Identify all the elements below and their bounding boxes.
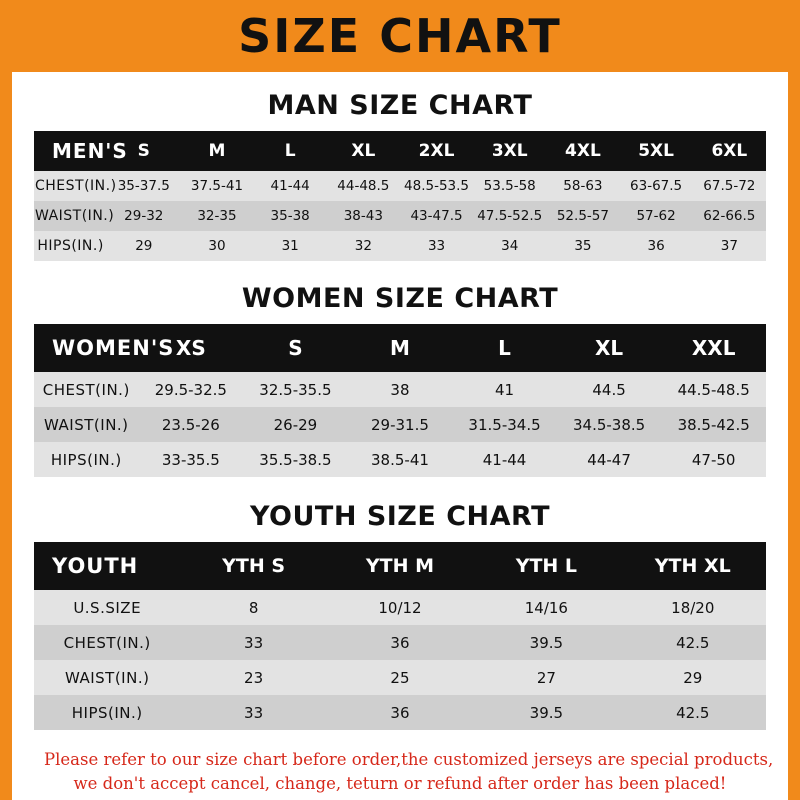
youth-cell: 23 bbox=[244, 668, 264, 687]
women-cell: 38 bbox=[390, 380, 410, 399]
youth-size-section bbox=[34, 501, 766, 730]
youth-row-label: HIPS(IN.) bbox=[71, 703, 143, 722]
men-size-section bbox=[34, 90, 766, 261]
men-col-header: 3XL bbox=[491, 141, 528, 161]
men-col-header: M bbox=[208, 141, 226, 161]
table-row bbox=[34, 372, 766, 407]
men-cell: 32-35 bbox=[197, 208, 237, 224]
youth-cell: 18/20 bbox=[671, 598, 715, 617]
women-col-header: XXL bbox=[691, 336, 736, 360]
youth-cell: 42.5 bbox=[676, 703, 710, 722]
youth-row-label: WAIST(IN.) bbox=[64, 668, 150, 687]
men-size-table bbox=[34, 131, 766, 261]
youth-cell: 36 bbox=[390, 633, 410, 652]
women-cell: 32.5-35.5 bbox=[259, 380, 332, 399]
men-cell: 29-32 bbox=[124, 208, 164, 224]
youth-table-body bbox=[34, 590, 766, 730]
men-col-header: XL bbox=[351, 141, 376, 161]
youth-row-label-header: YOUTH bbox=[52, 554, 139, 578]
men-col-header: S bbox=[137, 141, 150, 161]
women-cell: 33-35.5 bbox=[161, 450, 220, 469]
youth-section-title: YOUTH SIZE CHART bbox=[249, 501, 551, 532]
women-col-header: XS bbox=[175, 336, 206, 360]
men-cell: 44-48.5 bbox=[337, 178, 390, 194]
men-col-header: L bbox=[284, 141, 296, 161]
women-cell: 29.5-32.5 bbox=[154, 380, 227, 399]
women-cell: 38.5-41 bbox=[371, 450, 429, 469]
women-cell: 38.5-42.5 bbox=[677, 415, 750, 434]
youth-cell: 42.5 bbox=[676, 633, 710, 652]
content-area bbox=[12, 90, 788, 796]
men-cell: 52.5-57 bbox=[556, 208, 609, 224]
women-row-label-header: WOMEN'S bbox=[52, 336, 175, 360]
youth-row-label: CHEST(IN.) bbox=[63, 633, 151, 652]
men-cell: 34 bbox=[501, 238, 519, 254]
youth-header-row bbox=[34, 542, 766, 590]
women-cell: 26-29 bbox=[273, 415, 318, 434]
youth-cell: 36 bbox=[390, 703, 410, 722]
women-row-label: HIPS(IN.) bbox=[50, 450, 122, 469]
men-row-label: HIPS(IN.) bbox=[37, 238, 104, 254]
women-row-label: CHEST(IN.) bbox=[42, 380, 130, 399]
women-cell: 23.5-26 bbox=[161, 415, 220, 434]
men-cell: 57-62 bbox=[636, 208, 676, 224]
women-col-header: M bbox=[390, 336, 410, 360]
table-row bbox=[34, 442, 766, 477]
men-cell: 41-44 bbox=[270, 178, 310, 194]
men-cell: 35-37.5 bbox=[117, 178, 170, 194]
youth-cell: 29 bbox=[683, 668, 703, 687]
women-cell: 41 bbox=[494, 380, 515, 399]
women-cell: 44-47 bbox=[587, 450, 631, 469]
women-cell: 35.5-38.5 bbox=[259, 450, 332, 469]
women-cell: 44.5 bbox=[592, 380, 626, 399]
women-row-label: WAIST(IN.) bbox=[44, 415, 129, 434]
men-cell: 32 bbox=[354, 238, 372, 254]
women-cell: 34.5-38.5 bbox=[572, 415, 646, 434]
youth-cell: 25 bbox=[390, 668, 410, 687]
women-cell: 41-44 bbox=[482, 450, 527, 469]
men-cell: 35 bbox=[574, 238, 592, 254]
table-row bbox=[34, 407, 766, 442]
men-cell: 36 bbox=[647, 238, 665, 254]
women-size-section bbox=[34, 283, 766, 477]
table-row bbox=[34, 171, 766, 201]
table-row bbox=[34, 695, 766, 730]
women-cell: 29-31.5 bbox=[371, 415, 429, 434]
men-cell: 47.5-52.5 bbox=[477, 208, 543, 224]
youth-col-header: YTH XL bbox=[654, 555, 731, 577]
table-row bbox=[34, 231, 766, 261]
women-col-header: XL bbox=[595, 336, 624, 360]
youth-cell: 39.5 bbox=[529, 703, 564, 722]
men-cell: 37.5-41 bbox=[190, 178, 244, 194]
youth-col-header: YTH L bbox=[515, 555, 578, 577]
youth-col-header: YTH S bbox=[222, 555, 286, 577]
women-size-table bbox=[34, 324, 766, 477]
men-cell: 38-43 bbox=[343, 208, 383, 224]
men-cell: 30 bbox=[208, 238, 226, 254]
footer-disclaimer bbox=[34, 748, 774, 796]
men-table-body bbox=[34, 171, 766, 261]
men-col-header: 6XL bbox=[711, 141, 748, 161]
men-row-label-header: MEN'S bbox=[52, 139, 128, 163]
women-cell: 44.5-48.5 bbox=[677, 380, 750, 399]
men-row-label: CHEST(IN.) bbox=[35, 178, 117, 194]
men-cell: 67.5-72 bbox=[703, 178, 756, 194]
footer-line-1: Please refer to our size chart before order,the customized jerseys are special products, bbox=[44, 750, 774, 769]
youth-cell: 27 bbox=[536, 668, 556, 687]
men-cell: 37 bbox=[720, 238, 738, 254]
footer-line-2: we don't accept cancel, change, teturn or refund after order has been placed! bbox=[73, 773, 727, 793]
men-cell: 63-67.5 bbox=[630, 178, 683, 194]
women-cell: 31.5-34.5 bbox=[468, 415, 541, 434]
men-col-header: 2XL bbox=[418, 141, 455, 161]
youth-cell: 33 bbox=[244, 703, 264, 722]
men-cell: 29 bbox=[135, 238, 153, 254]
men-table-head bbox=[34, 131, 766, 171]
table-row bbox=[34, 625, 766, 660]
men-cell: 35-38 bbox=[270, 208, 310, 224]
youth-cell: 10/12 bbox=[378, 598, 422, 617]
men-cell: 48.5-53.5 bbox=[404, 178, 470, 194]
men-cell: 62-66.5 bbox=[703, 208, 756, 224]
table-row bbox=[34, 201, 766, 231]
women-cell: 47-50 bbox=[691, 450, 736, 469]
men-section-title: MAN SIZE CHART bbox=[267, 90, 533, 121]
page-title: SIZE CHART bbox=[238, 9, 562, 63]
youth-cell: 39.5 bbox=[529, 633, 564, 652]
men-header-row bbox=[34, 131, 766, 171]
youth-row-label: U.S.SIZE bbox=[73, 598, 142, 617]
men-cell: 58-63 bbox=[563, 178, 603, 194]
youth-cell: 33 bbox=[244, 633, 264, 652]
table-row bbox=[34, 660, 766, 695]
women-table-head bbox=[34, 324, 766, 372]
men-row-label: WAIST(IN.) bbox=[35, 208, 115, 224]
men-col-header: 5XL bbox=[638, 141, 674, 161]
women-table-body bbox=[34, 372, 766, 477]
men-cell: 43-47.5 bbox=[410, 208, 463, 224]
youth-size-table bbox=[34, 542, 766, 730]
youth-cell: 8 bbox=[248, 598, 259, 617]
men-cell: 33 bbox=[427, 238, 446, 254]
women-section-title: WOMEN SIZE CHART bbox=[241, 283, 559, 314]
header-banner bbox=[0, 0, 800, 72]
youth-col-header: YTH M bbox=[365, 555, 435, 577]
men-cell: 53.5-58 bbox=[483, 178, 536, 194]
men-col-header: 4XL bbox=[565, 141, 601, 161]
women-col-header: S bbox=[288, 336, 303, 360]
women-header-row bbox=[34, 324, 766, 372]
men-cell: 31 bbox=[281, 238, 299, 254]
women-col-header: L bbox=[498, 336, 511, 360]
youth-cell: 14/16 bbox=[524, 598, 568, 617]
youth-table-head bbox=[34, 542, 766, 590]
table-row bbox=[34, 590, 766, 625]
